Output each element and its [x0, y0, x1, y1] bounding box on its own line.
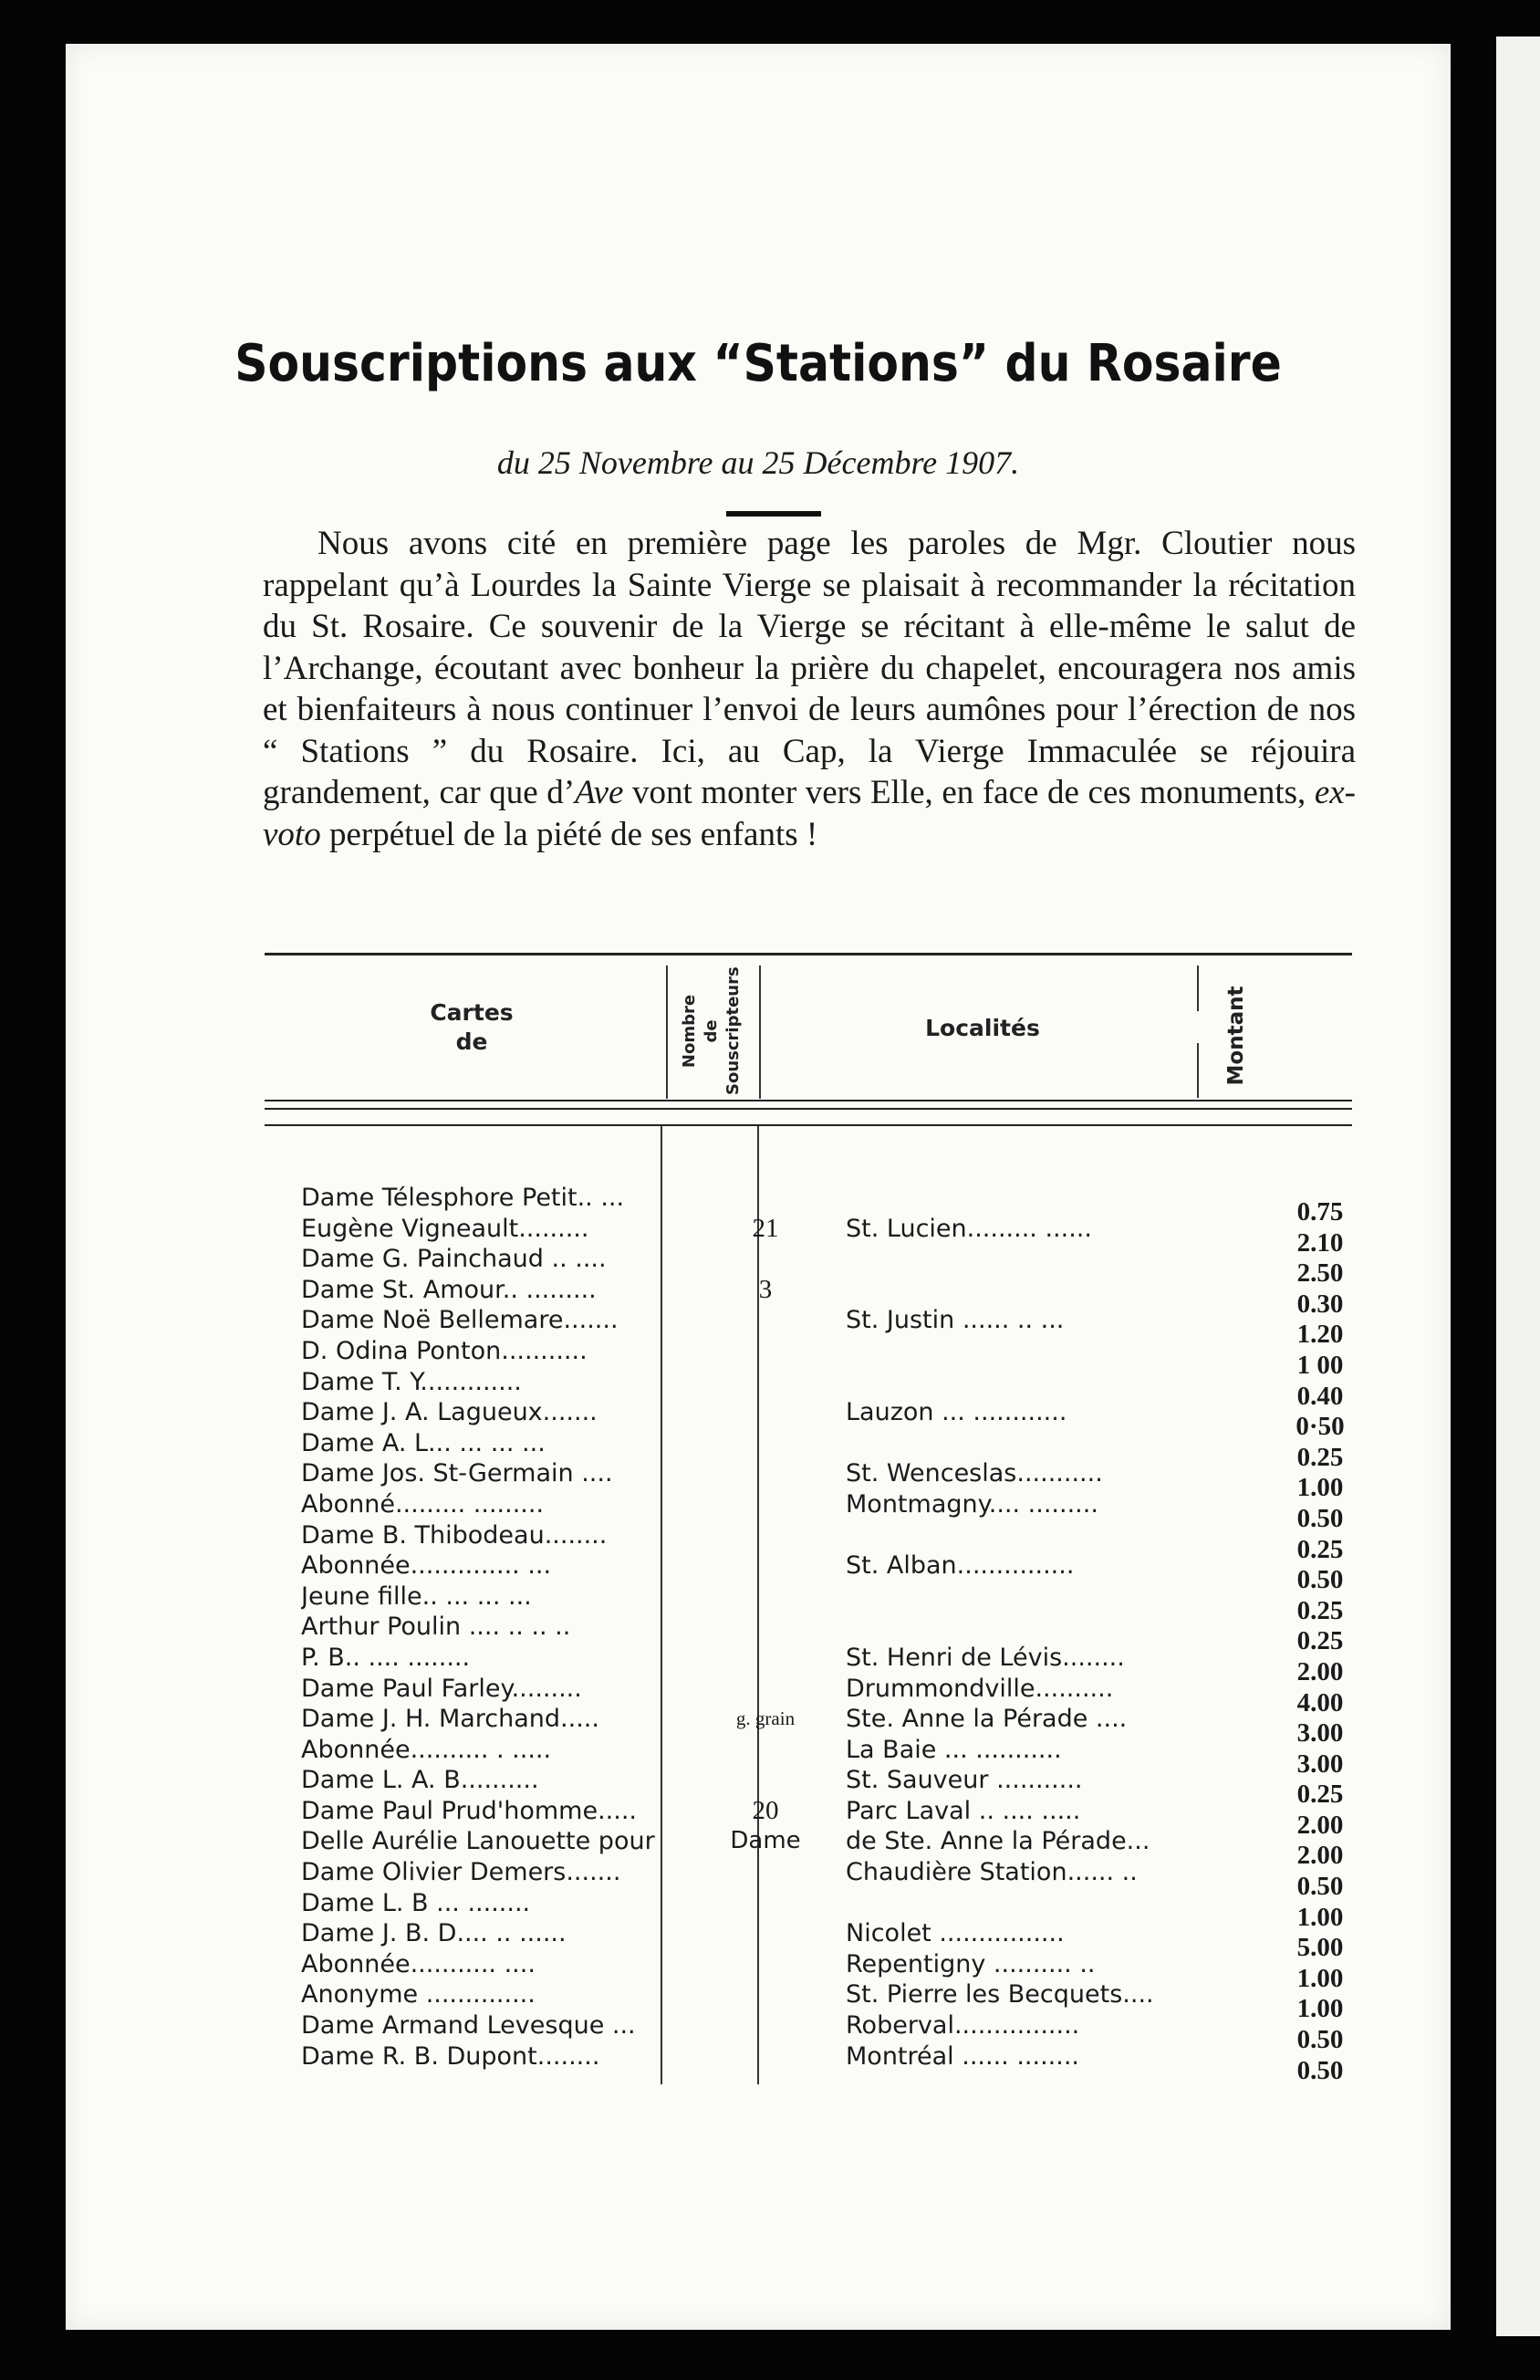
subscriber-name: Dame L. A. B.......... [301, 1766, 539, 1795]
amount: 0.30 [1296, 1289, 1344, 1319]
header-cartes [367, 998, 577, 1057]
empty-cell [846, 1336, 1236, 1367]
amount: 2.10 [1296, 1227, 1344, 1258]
empty-cell [715, 1489, 816, 1520]
empty-cell [715, 1428, 816, 1459]
montant-column [1270, 1197, 1370, 2086]
header-cartes-line2: de [455, 1028, 488, 1055]
amount: 3.00 [1296, 1718, 1344, 1748]
amount: 1.00 [1296, 1473, 1344, 1503]
empty-cell [715, 1857, 816, 1888]
subscriber-name: Dame Noë Bellemare....... [301, 1306, 619, 1335]
amount: 5.00 [1296, 1933, 1344, 1963]
subscriber-name: Abonnée.............. ... [301, 1551, 552, 1581]
empty-cell [715, 1979, 816, 2010]
empty-cell [846, 1428, 1236, 1459]
subscriber-name: Arthur Poulin .... .. .. .. [301, 1613, 571, 1642]
intro-italic-ave: Ave [575, 774, 624, 811]
locality: Parc Laval .. .... ..... [846, 1796, 1081, 1825]
locality: Lauzon ... ............ [846, 1398, 1067, 1427]
subscriber-name: Dame Jos. St-Germain .... [301, 1459, 613, 1488]
empty-cell [715, 1520, 816, 1551]
empty-cell [846, 1888, 1236, 1919]
empty-cell [846, 1520, 1236, 1551]
subscriber-name: Jeune fille.. ... ... ... [301, 1581, 532, 1611]
table-top-rule [265, 953, 1352, 955]
header-divider-1 [666, 966, 668, 1099]
locality: Montmagny.... ......... [846, 1489, 1098, 1519]
header-divider-4 [1197, 1043, 1199, 1098]
subscriber-name: Dame J. H. Marchand..... [301, 1705, 599, 1734]
subscriber-name: D. Odina Ponton........... [301, 1336, 588, 1365]
amount: 0.50 [1296, 2055, 1344, 2085]
locality: St. Pierre les Becquets.... [846, 1980, 1154, 2009]
amount: 1.00 [1296, 1902, 1344, 1932]
subscriber-name: Dame R. B. Dupont........ [301, 2041, 600, 2071]
empty-cell [715, 1244, 816, 1275]
intro-italic-exvoto: ex-voto [263, 774, 1356, 853]
subscriber-name: Anonyme .............. [301, 1980, 536, 2009]
intro-text-3: perpétuel de la piété de ses enfants ! [320, 815, 818, 853]
empty-cell [715, 1305, 816, 1336]
subscriber-name: Dame J. A. Lagueux....... [301, 1398, 598, 1427]
locality: Montréal ...... ........ [846, 2041, 1079, 2071]
subscriber-name: Dame T. Y............. [301, 1367, 522, 1396]
names-column [301, 1183, 721, 2072]
empty-cell [715, 1612, 816, 1643]
header-nombre-line1: Nombre [680, 994, 699, 1069]
empty-cell [715, 1458, 816, 1489]
subscriber-name: Dame G. Painchaud .. .... [301, 1245, 607, 1274]
header-divider-3 [1197, 966, 1199, 1011]
title-divider [726, 511, 821, 517]
locality: de Ste. Anne la Pérade... [846, 1827, 1150, 1856]
empty-cell [846, 1275, 1236, 1306]
empty-cell [715, 1765, 816, 1796]
page-subtitle: du 25 Novembre au 25 Décembre 1907. [496, 444, 1020, 481]
subscriber-name: Dame Paul Prud'homme..... [301, 1796, 637, 1825]
subscriber-name: Dame Armand Levesque ... [301, 2011, 636, 2041]
empty-cell [715, 1888, 816, 1919]
subscriber-name: Dame J. B. D.... .. ...... [301, 1919, 567, 1948]
empty-cell [715, 1643, 816, 1674]
header-divider-2 [759, 966, 761, 1099]
header-nombre-line3: Souscripteurs [723, 966, 743, 1095]
subscriber-name: Dame Olivier Demers....... [301, 1858, 621, 1887]
header-nombre [679, 967, 744, 1095]
page-title: Souscriptions aux “Stations” du Rosaire [234, 334, 1282, 393]
subscriber-name: Delle Aurélie Lanouette pour [301, 1827, 655, 1856]
amount: 2.00 [1296, 1841, 1344, 1871]
subscriber-name: Abonnée........... .... [301, 1949, 536, 1978]
subscriber-name: Dame L. B ... ........ [301, 1888, 531, 1917]
locality: St. Justin ...... .. ... [846, 1306, 1065, 1335]
locality: Roberval................ [846, 2011, 1080, 2041]
amount: 1 00 [1296, 1350, 1344, 1380]
empty-cell [715, 1918, 816, 1949]
subscriber-name: Dame B. Thibodeau........ [301, 1520, 608, 1550]
empty-cell [715, 2041, 816, 2072]
document-page [66, 44, 1451, 2330]
empty-cell [715, 1949, 816, 1980]
amount: 1.00 [1296, 1994, 1344, 2024]
amount: 0.25 [1296, 1626, 1344, 1656]
localites-column [846, 1183, 1236, 2072]
empty-cell [715, 1397, 816, 1428]
amount: 2.00 [1296, 1656, 1344, 1686]
amount: 0.50 [1296, 1565, 1344, 1595]
subscriber-name: Abonné......... ......... [301, 1489, 545, 1519]
amount: 2.00 [1296, 1810, 1344, 1840]
locality: Nicolet ................ [846, 1919, 1065, 1948]
header-montant: Montant [1224, 986, 1248, 1086]
locality: St. Henri de Lévis........ [846, 1643, 1125, 1672]
intro-text-1: Nous avons cité en première page les paroles de Mgr. Cloutier nous rappelant qu’à Lourdes la Sainte Vierge se plaisait à recommander la récitation du St. Rosaire. Ce souvenir de la Vierge se récitant à elle-même le salut de l’Archange, écoutant avec bonheur la prière du chapelet, encouragera nos amis et bienfaiteurs à nous continuer l’envoi de leurs aumônes pour l’érection de nos “ Stations ” du Rosaire. Ici, au Cap, la Vierge Immaculée se réjouira grandement, car que d’ [263, 525, 1356, 811]
empty-cell [715, 1550, 816, 1581]
empty-cell [846, 1581, 1236, 1613]
amount: 0.25 [1296, 1534, 1344, 1564]
amount: 0.50 [1296, 1503, 1344, 1533]
intro-paragraph [263, 523, 1356, 855]
header-bottom-rule-2 [265, 1108, 1352, 1110]
empty-cell [715, 1183, 816, 1214]
empty-cell [715, 1735, 816, 1766]
subscriber-name: Dame Télesphore Petit.. ... [301, 1184, 625, 1212]
header-localites: Localités [925, 1015, 1040, 1041]
header-nombre-line2: de [702, 1019, 721, 1043]
subscriber-name: Abonnée.......... . ..... [301, 1735, 552, 1764]
subscriber-name: Dame A. L... ... ... ... [301, 1428, 546, 1457]
locality: St. Wenceslas........... [846, 1459, 1103, 1488]
subscriber-count: 20 [752, 1795, 779, 1825]
amount: 1.00 [1296, 1963, 1344, 1993]
amount: 1.20 [1296, 1320, 1344, 1350]
subscriber-count: 3 [758, 1274, 773, 1304]
subscriber-count: Dame [730, 1827, 801, 1855]
amount: 0.25 [1296, 1780, 1344, 1810]
empty-cell [715, 2010, 816, 2041]
subscriber-name: Dame Paul Farley......... [301, 1674, 582, 1703]
amount: 3.00 [1296, 1748, 1344, 1779]
subscriber-name: Eugène Vigneault......... [301, 1214, 589, 1243]
empty-cell [715, 1367, 816, 1398]
adjacent-page-edge [1496, 37, 1540, 2336]
empty-cell [846, 1367, 1236, 1398]
header-bottom-rule-3 [265, 1124, 1352, 1126]
amount: 0.40 [1296, 1381, 1344, 1411]
amount: 0.25 [1296, 1595, 1344, 1625]
locality: Chaudière Station...... .. [846, 1858, 1138, 1887]
empty-cell [846, 1183, 1236, 1214]
subscriber-name: Dame St. Amour.. ......... [301, 1275, 597, 1304]
subscriber-count: 21 [752, 1213, 779, 1243]
locality: Drummondville.......... [846, 1674, 1114, 1703]
nombre-column [715, 1183, 816, 2072]
amount: 0·50 [1295, 1412, 1345, 1442]
intro-text-2: vont monter vers Elle, en face de ces monuments, [623, 774, 1315, 811]
subscriber-count: g. grain [735, 1707, 796, 1730]
locality: St. Alban............... [846, 1551, 1075, 1581]
header-bottom-rule-1 [265, 1100, 1352, 1101]
locality: Ste. Anne la Pérade .... [846, 1705, 1128, 1734]
amount: 0.50 [1296, 1872, 1344, 1902]
subscriber-name: P. B.. .... ........ [301, 1643, 471, 1672]
empty-cell [846, 1244, 1236, 1275]
locality: St. Lucien......... ...... [846, 1214, 1092, 1243]
amount: 0.75 [1296, 1197, 1344, 1227]
empty-cell [715, 1581, 816, 1613]
amount: 0.50 [1296, 2025, 1344, 2055]
amount: 4.00 [1296, 1687, 1344, 1717]
locality: Repentigny .......... .. [846, 1949, 1096, 1978]
empty-cell [715, 1674, 816, 1705]
amount: 2.50 [1296, 1258, 1344, 1289]
locality: St. Sauveur ........... [846, 1766, 1083, 1795]
header-cartes-line1: Cartes [430, 999, 514, 1026]
empty-cell [846, 1612, 1236, 1643]
empty-cell [715, 1336, 816, 1367]
amount: 0.25 [1296, 1442, 1344, 1472]
locality: La Baie ... ........... [846, 1735, 1062, 1764]
